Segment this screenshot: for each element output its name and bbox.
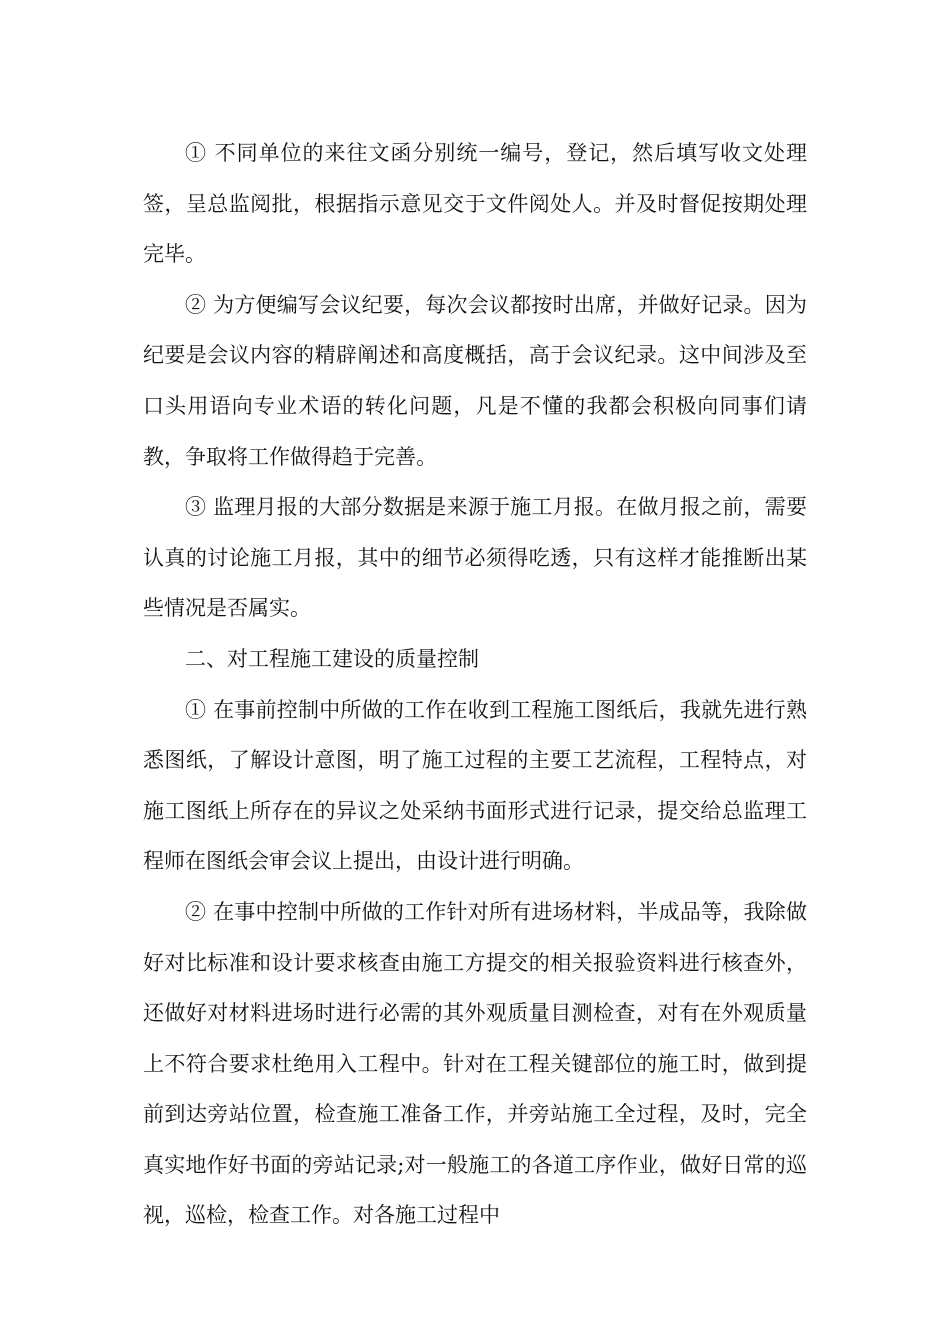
- document-body: [143, 128, 807, 1241]
- section-heading-quality-control: 二、对工程施工建设的质量控制: [185, 646, 479, 671]
- paragraph-monthly-report: ③ 监理月报的大部分数据是来源于施工月报。在做月报之前，需要认真的讨论施工月报，其中的细节必须得吃透，只有这样才能推断出某些情况是否属实。: [143, 495, 807, 621]
- paragraph-pre-control: ① 在事前控制中所做的工作在收到工程施工图纸后，我就先进行熟悉图纸，了解设计意图，明了施工过程的主要工艺流程，工程特点，对施工图纸上所存在的异议之处采纳书面形式进行记录，提交给总监理工程师在图纸会审会议上提出，由设计进行明确。: [143, 697, 807, 874]
- paragraph-meeting-minutes: ② 为方便编写会议纪要，每次会议都按时出席，并做好记录。因为纪要是会议内容的精辟阐述和高度概括，高于会议纪录。这中间涉及至口头用语向专业术语的转化问题，凡是不懂的我都会积极向同事们请教，争取将工作做得趋于完善。: [143, 292, 807, 469]
- paragraph-file-handling: ① 不同单位的来往文函分别统一编号，登记，然后填写收文处理签，呈总监阅批，根据指示意见交于文件阅处人。并及时督促按期处理完毕。: [143, 141, 807, 267]
- paragraph-in-process-control: ② 在事中控制中所做的工作针对所有进场材料，半成品等，我除做好对比标准和设计要求核查由施工方提交的相关报验资料进行核查外，还做好对材料进场时进行必需的其外观质量目测检查，对有在外观质量上不符合要求杜绝用入工程中。针对在工程关键部位的施工时，做到提前到达旁站位置，检查施工准备工作，并旁站施工全过程，及时，完全真实地作好书面的旁站记录;对一般施工的各道工序作业，做好日常的巡视，巡检，检查工作。对各施工过程中: [143, 899, 807, 1228]
